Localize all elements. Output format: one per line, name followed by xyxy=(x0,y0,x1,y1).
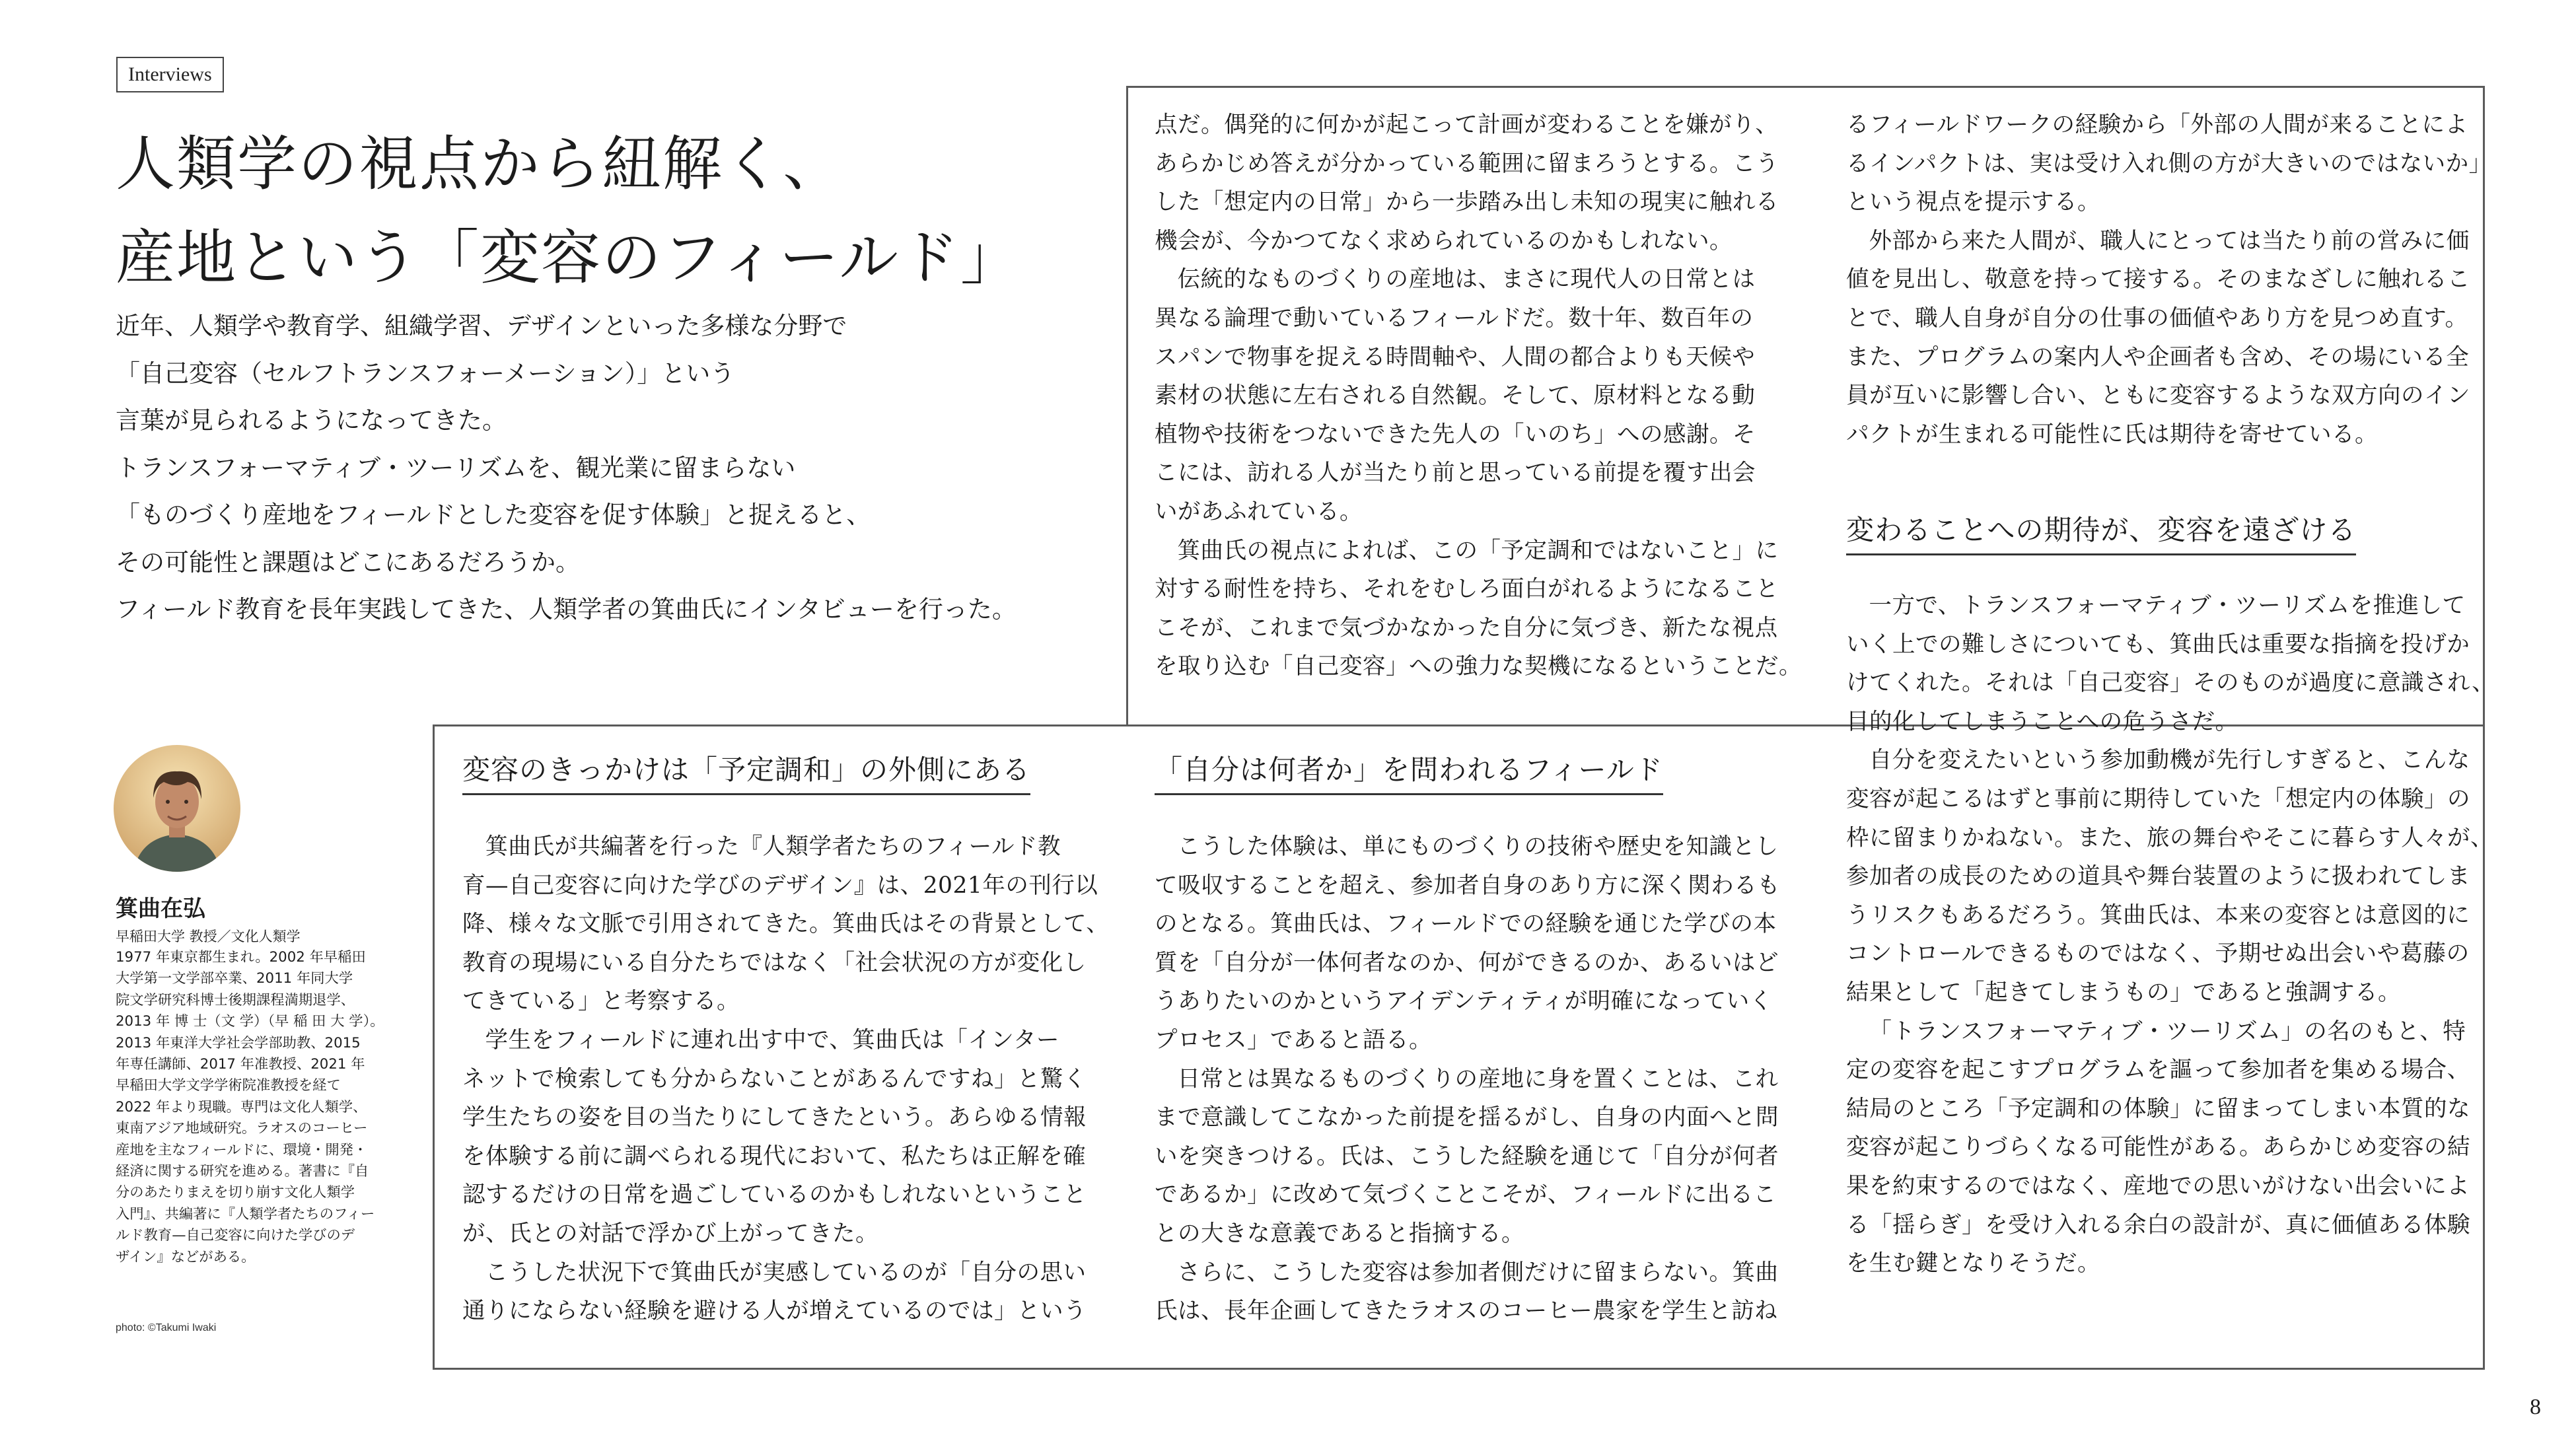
bio-line: 年専任講師、2017 年准教授、2021 年 xyxy=(116,1056,365,1073)
bio-line: 分のあたりまえを切り崩す文化人類学 xyxy=(116,1184,355,1201)
paragraph: 自分を変えたいという参加動機が先行しすぎると、こんな 変容が起こるはずと事前に期待していた「想定内の体験」の 枠に留まりかねない。また、旅の舞台やそこに暮らす人々が、 参加者の成長のための道具や舞台装置のように扱われてしま うリスクもあるだろう。箕曲氏は、本来の変容とは意図的に コントロールできるものではなく、予期せぬ出会いや葛藤の 結果として「起きてしまうもの」であると強調する。 xyxy=(1846,747,2493,1006)
section-label: Interviews xyxy=(116,57,224,92)
col2-body xyxy=(1155,828,1780,1331)
article-title xyxy=(116,118,1021,305)
bio-line: 東南アジア地域研究。ラオスのコーヒー xyxy=(116,1120,368,1137)
paragraph: こうした体験は、単にものづくりの技術や歴史を知識とし て吸収することを超え、参加者自身のあり方に深く関わるも のとなる。箕曲氏は、フィールドでの経験を通じた学びの本 質を「自分が一体何者なのか、何ができるのか、あるいはど うありたいのかというアイデンティティが明確になっていく プロセス」であると語る。 xyxy=(1155,833,1781,1053)
col2-heading: 「自分は何者か」を問われるフィールド xyxy=(1155,748,1663,795)
bio-line: 大学第一文学部卒業、2011 年同大学 xyxy=(116,970,353,987)
bio-line: 産地を主なフィールドに、環境・開発・ xyxy=(116,1141,368,1158)
page-number: 8 xyxy=(2530,1395,2541,1419)
paragraph: 日常とは異なるものづくりの産地に身を置くことは、これ まで意識してこなかった前提を揺るがし、自身の内面へと問 いを突きつける。氏は、こうした経験を通じて「自分が何者 であるか」に改めて気づくことこそが、フィールドに出るこ との大きな意義であると指摘する。 xyxy=(1155,1065,1779,1247)
paragraph: 「トランスフォーマティブ・ツーリズム」の名のもと、特 定の変容を起こすプログラムを謳って参加者を集める場合、 結局のところ「予定調和の体験」に留まってしまい本質的な 変容が起こりづらくなる可能性がある。あらかじめ変容の結 果を約束するのではなく、産地での思いがけない出会いによ る「揺らぎ」を受け入れる余白の設計が、真に価値ある体験 を生む鍵となりそうだ。 xyxy=(1846,1018,2470,1277)
photo-credit: photo: ©Takumi Iwaki xyxy=(116,1322,217,1333)
lead-line: 「ものづくり産地をフィールドとした変容を促す体験」と捉えると、 xyxy=(116,501,871,529)
profile-name: 箕曲在弘 xyxy=(116,896,205,922)
paragraph: 点だ。偶発的に何かが起こって計画が変わることを嫌がり、 あらかじめ答えが分かっている範囲に留まろうとする。こう した「想定内の日常」から一歩踏み出し未知の現実に触れる 機会が、今かつてなく求められているのかもしれない。 xyxy=(1155,112,1779,254)
title-line-1: 人類学の視点から紐解く、 xyxy=(116,129,844,199)
bio-line: 早稲田大学文学学術院准教授を経て xyxy=(116,1077,341,1094)
paragraph: こうした状況下で箕曲氏が実感しているのが「自分の思い 通りにならない経験を避ける人が増えているのでは」という xyxy=(462,1259,1087,1325)
lead-line: 近年、人類学や教育学、組織学習、デザインといった多様な分野で xyxy=(116,312,847,340)
bio-line: 2013 年 博 士（文 学）（早 稲 田 大 学）。 xyxy=(116,1013,384,1030)
paragraph: 箕曲氏が共編著を行った『人類学者たちのフィールド教 育—自己変容に向けた学びのデザイン』は、2021年の刊行以 降、様々な文脈で引用されてきた。箕曲氏はその背景として、 教育の現場にいる自分たちではなく「社会状況の方が変化し てきている」と考察する。 xyxy=(462,833,1110,1015)
title-line-2: 産地という「変容のフィールド」 xyxy=(116,223,1021,293)
paragraph: 一方で、トランスフォーマティブ・ツーリズムを推進して いく上での難しさについても、箕曲氏は重要な指摘を投げか けてくれた。それは「自己変容」そのものが過度に意識され、 目的化してしまうことへの危うさだ。 xyxy=(1846,592,2495,735)
col3-heading: 変わることへの期待が、変容を遠ざける xyxy=(1846,509,2356,555)
avatar xyxy=(114,745,240,872)
lead-line: トランスフォーマティブ・ツーリズムを、観光業に留まらない xyxy=(116,453,796,482)
lead-text xyxy=(116,302,1106,633)
col3-top-body xyxy=(1846,106,2492,454)
bio-line: 入門』、共編著に『人類学者たちのフィー xyxy=(116,1205,375,1222)
bio-line: ルド教育—自己変容に向けた学びのデ xyxy=(116,1227,355,1244)
col2-top-body xyxy=(1155,106,1802,686)
paragraph: さらに、こうした変容は参加者側だけに留まらない。箕曲 氏は、長年企画してきたラオスのコーヒー農家を学生と訪ね xyxy=(1155,1259,1779,1325)
col1-heading: 変容のきっかけは「予定調和」の外側にある xyxy=(462,748,1030,795)
bio-line: 院文学研究科博士後期課程満期退学、 xyxy=(116,991,355,1008)
paragraph: 外部から来た人間が、職人にとっては当たり前の営みに価 値を見出し、敬意を持って接する。そのまなざしに触れるこ とで、職人自身が自分の仕事の価値やあり方を見つめ直す。 また、プログラムの案内人や企画者も含め、その場にいる全 員が互いに影響し合い、ともに変容するような双方向のイン パクトが生まれる可能性に氏は期待を寄せている。 xyxy=(1846,227,2470,448)
paragraph: 伝統的なものづくりの産地は、まさに現代人の日常とは 異なる論理で動いているフィールドだ。数十年、数百年の スパンで物事を捉える時間軸や、人間の都合よりも天候や 素材の状態に左右される自然観。そして、原材料となる動 植物や技術をつないできた先人の「いのち」への感謝。そ こには、訪れる人が当たり前と思っている前提を覆す出会 いがあふれている。 xyxy=(1155,266,1756,525)
profile-bio xyxy=(116,947,384,1268)
paragraph: るフィールドワークの経験から「外部の人間が来ることによ るインパクトは、実は受け入れ側の方が大きいのではないか」 という視点を提示する。 xyxy=(1846,112,2492,216)
lead-line: フィールド教育を長年実践してきた、人類学者の箕曲氏にインタビューを行った。 xyxy=(116,595,1017,623)
col1-body xyxy=(462,828,1109,1331)
profile-role: 早稲田大学 教授／文化人類学 xyxy=(116,929,301,944)
bio-line: 2022 年より現職。専門は文化人類学、 xyxy=(116,1098,367,1115)
bio-line: ザイン』などがある。 xyxy=(116,1248,256,1265)
col3-body xyxy=(1846,586,2495,1283)
lead-line: 言葉が見られるようになってきた。 xyxy=(116,406,507,435)
bio-line: 経済に関する研究を進める。著書に『自 xyxy=(116,1163,369,1180)
bio-line: 1977 年東京都生まれ。2002 年早稲田 xyxy=(116,949,366,966)
lead-line: その可能性と課題はどこにあるだろうか。 xyxy=(116,548,580,577)
paragraph: 学生をフィールドに連れ出す中で、箕曲氏は「インター ネットで検索しても分からないことがあるんですね」と驚く 学生たちの姿を目の当たりにしてきたという。あらゆる情報 を体験する前に調べられる現代において、私たちは正解を確 認するだけの日常を過ごしているのかもしれないということ が、氏との対話で浮かび上がってきた。 xyxy=(462,1026,1087,1247)
paragraph: 箕曲氏の視点によれば、この「予定調和ではないこと」に 対する耐性を持ち、それをむしろ面白がれるようになること こそが、これまで気づかなかった自分に気づき、新たな視点 を取り込む「自己変容」への強力な契機になるということだ。 xyxy=(1155,537,1802,680)
bio-line: 2013 年東洋大学社会学部助教、2015 xyxy=(116,1034,361,1051)
lead-line: 「自己変容（セルフトランスフォーメーション）」という xyxy=(116,359,735,388)
